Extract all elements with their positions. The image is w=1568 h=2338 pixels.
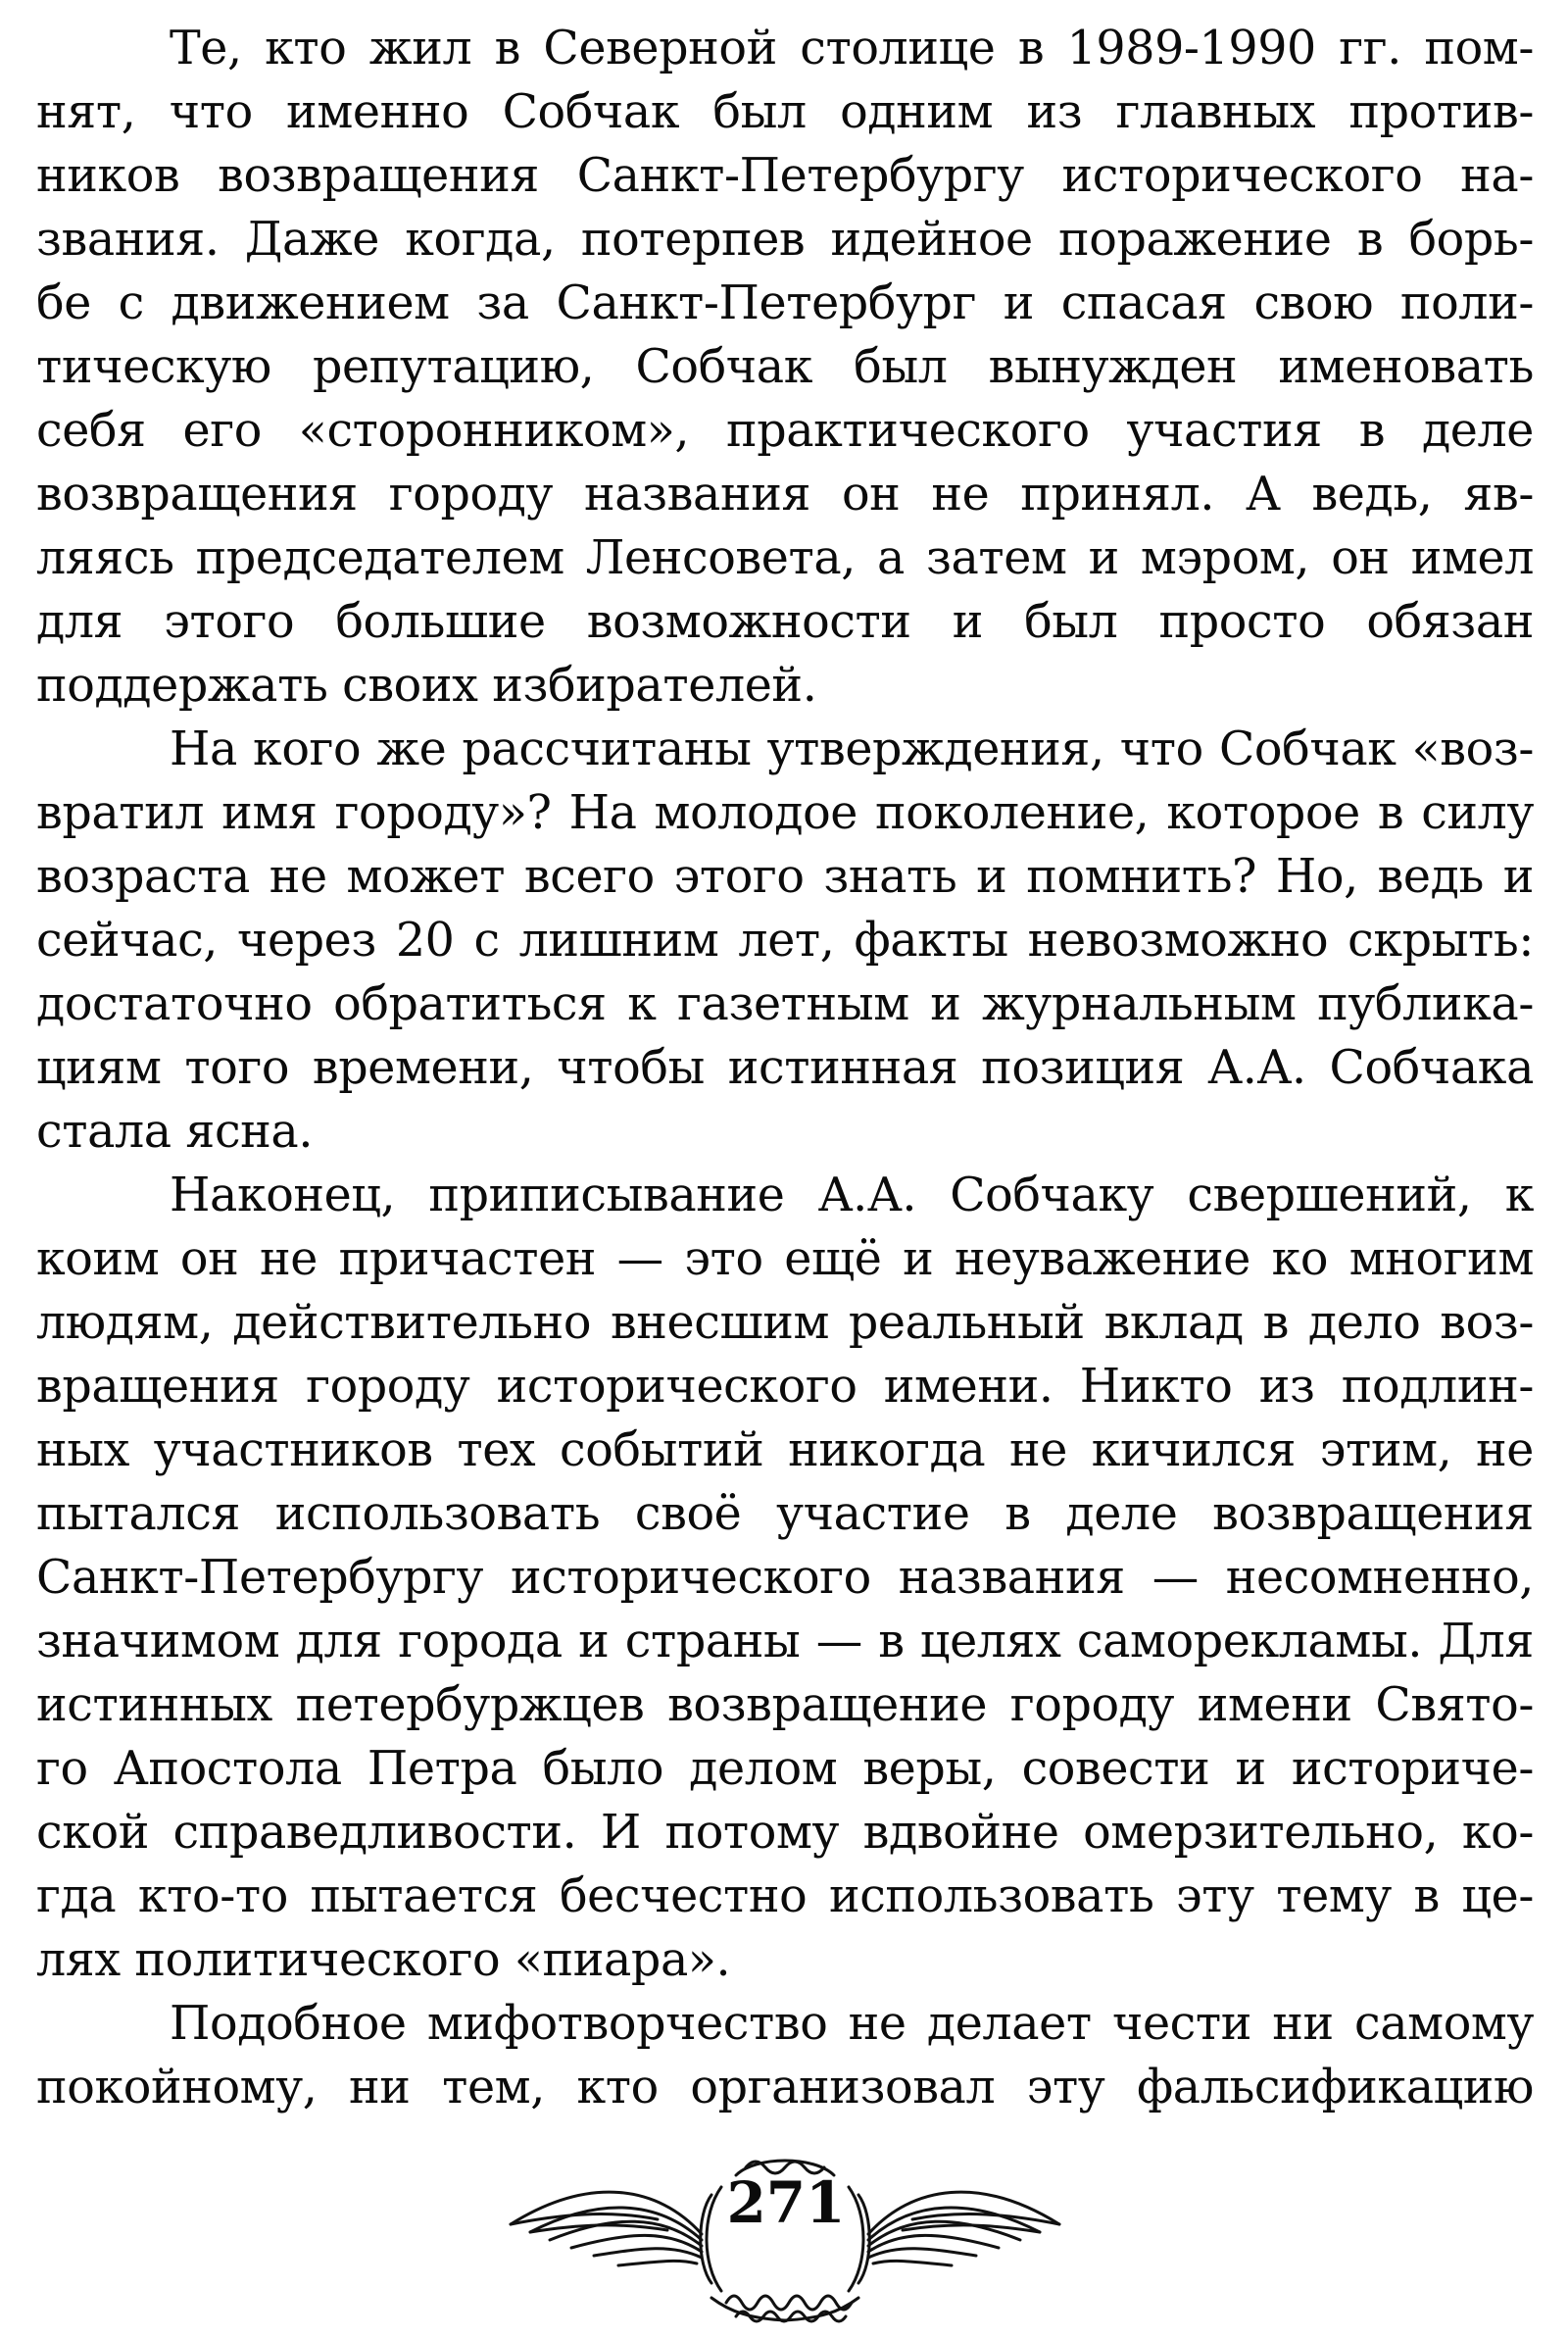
text-line: возраста не может всего этого знать и помнить? Но, ведь и: [36, 850, 1534, 904]
text-line: звания. Даже когда, потерпев идейное поражение в борь-: [36, 213, 1534, 267]
text-line: сейчас, через 20 с лишним лет, факты невозможно скрыть:: [36, 914, 1534, 968]
text-line: Наконец, приписывание А.А. Собчаку свершений, к: [170, 1169, 1534, 1222]
text-line: нят, что именно Собчак был одним из главных против-: [36, 85, 1534, 139]
text-line: истинных петербуржцев возвращение городу имени Свято-: [36, 1678, 1534, 1732]
text-line: ных участников тех событий никогда не кичился этим, не: [36, 1423, 1534, 1477]
text-line: ской справедливости. И потому вдвойне омерзительно, ко-: [36, 1806, 1534, 1860]
text-line: пытался использовать своё участие в деле возвращения: [36, 1487, 1534, 1541]
text-line: лях политического «пиара».: [36, 1933, 731, 1987]
text-line: стала ясна.: [36, 1105, 314, 1159]
text-line: возвращения городу названия он не принял. А ведь, яв-: [36, 468, 1534, 522]
text-line: бе с движением за Санкт-Петербург и спасая свою поли-: [36, 276, 1534, 330]
text-line: значимом для города и страны — в целях саморекламы. Для: [36, 1615, 1534, 1668]
text-line: поддержать своих избирателей.: [36, 659, 817, 713]
body-text: [36, 17, 1534, 2119]
text-line: На кого же рассчитаны утверждения, что Собчак «воз-: [170, 722, 1534, 776]
text-line: Санкт-Петербургу исторического названия — несомненно,: [36, 1551, 1534, 1605]
paragraph-1: [36, 17, 1534, 718]
text-line: циям того времени, чтобы истинная позиция А.А. Собчака: [36, 1041, 1534, 1095]
text-line: Те, кто жил в Северной столице в 1989-1990 гг. пом-: [170, 22, 1534, 75]
text-line: покойному, ни тем, кто организовал эту фальсификацию: [36, 2061, 1534, 2114]
text-line: людям, действительно внесшим реальный вклад в дело воз-: [36, 1296, 1534, 1350]
paragraph-3: [36, 1164, 1534, 1992]
paragraph-2: [36, 718, 1534, 1164]
text-line: для этого большие возможности и был просто обязан: [36, 595, 1534, 649]
text-line: коим он не причастен — это ещё и неуважение ко многим: [36, 1232, 1534, 1286]
text-line: ников возвращения Санкт-Петербургу исторического на-: [36, 149, 1534, 203]
text-line: го Апостола Петра было делом веры, совести и историче-: [36, 1742, 1534, 1796]
text-line: тическую репутацию, Собчак был вынужден именовать: [36, 340, 1534, 394]
text-line: гда кто-то пытается бесчестно использовать эту тему в це-: [36, 1869, 1534, 1923]
page-number: 271: [726, 2169, 846, 2236]
text-line: достаточно обратиться к газетным и журнальным публика-: [36, 977, 1534, 1031]
text-line: себя его «сторонником», практического участия в деле: [36, 404, 1534, 458]
text-line: вращения городу исторического имени. Никто из подлин-: [36, 1360, 1534, 1414]
text-line: Подобное мифотворчество не делает чести ни самому: [170, 1997, 1534, 2051]
text-line: ляясь председателем Ленсовета, а затем и мэром, он имел: [36, 531, 1534, 585]
paragraph-4: [36, 1992, 1534, 2119]
text-line: вратил имя городу»? На молодое поколение, которое в силу: [36, 786, 1534, 840]
book-page: [36, 17, 1534, 2330]
